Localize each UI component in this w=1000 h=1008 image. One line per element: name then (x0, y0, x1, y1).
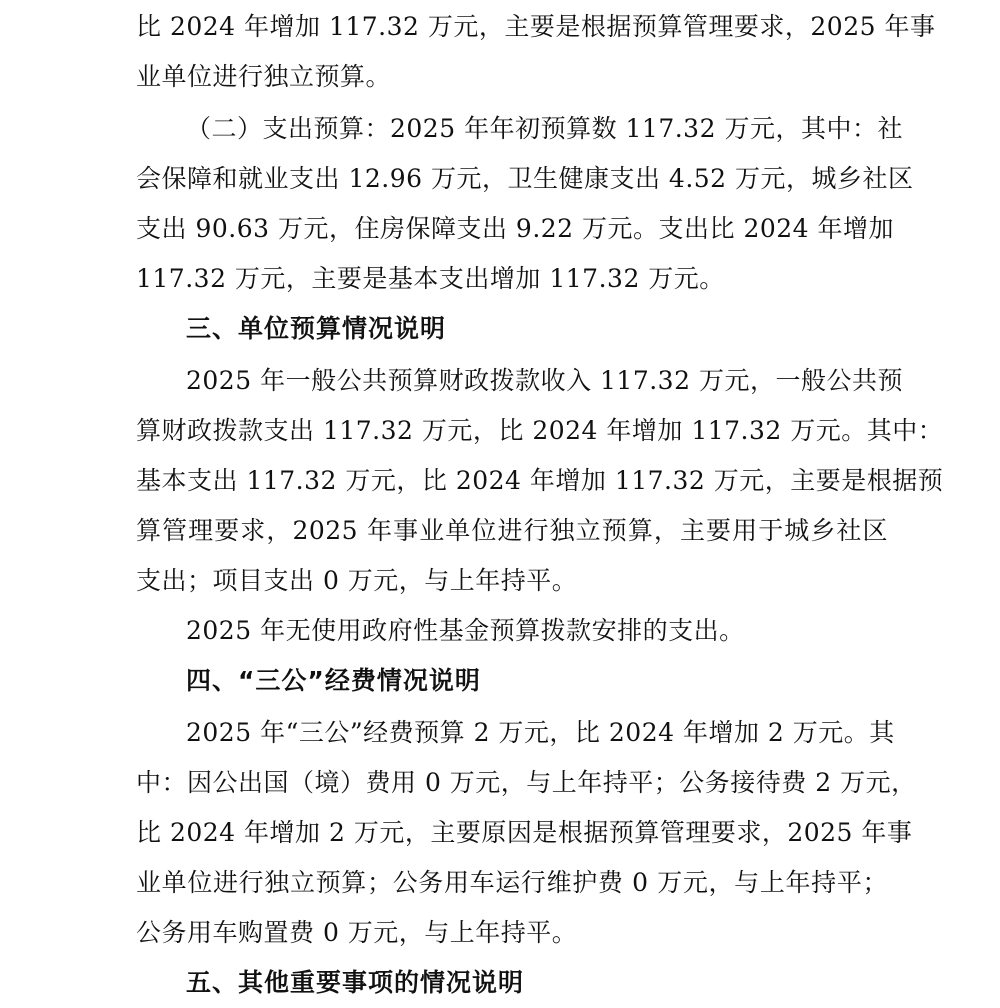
paragraph-line: 业单位进行独立预算；公务用车运行维护费 0 万元，与上年持平； (136, 868, 888, 897)
section-heading: 五、其他重要事项的情况说明 (186, 968, 525, 997)
paragraph-line: 业单位进行独立预算。 (136, 62, 392, 91)
paragraph-line: 比 2024 年增加 2 万元，主要原因是根据预算管理要求，2025 年事 (136, 818, 913, 847)
section-heading: 四、“三公”经费情况说明 (186, 666, 481, 695)
paragraph-line: 2025 年“三公”经费预算 2 万元，比 2024 年增加 2 万元。其 (186, 718, 895, 747)
paragraph-line: 比 2024 年增加 117.32 万元，主要是根据预算管理要求，2025 年事 (136, 12, 936, 41)
paragraph-line: 基本支出 117.32 万元，比 2024 年增加 117.32 万元，主要是根据预 (136, 466, 944, 495)
paragraph-line: 2025 年一般公共预算财政拨款收入 117.32 万元，一般公共预 (186, 366, 903, 395)
paragraph-line: （二）支出预算：2025 年年初预算数 117.32 万元，其中：社 (186, 114, 903, 143)
paragraph-line: 算管理要求，2025 年事业单位进行独立预算，主要用于城乡社区 (136, 516, 888, 545)
paragraph-line: 会保障和就业支出 12.96 万元，卫生健康支出 4.52 万元，城乡社区 (136, 164, 914, 193)
paragraph-line: 支出；项目支出 0 万元，与上年持平。 (136, 566, 578, 595)
paragraph-line: 公务用车购置费 0 万元，与上年持平。 (136, 918, 578, 947)
paragraph-line: 中：因公出国（境）费用 0 万元，与上年持平；公务接待费 2 万元， (136, 768, 917, 797)
section-heading: 三、单位预算情况说明 (186, 314, 447, 343)
paragraph-line: 117.32 万元，主要是基本支出增加 117.32 万元。 (136, 264, 725, 293)
paragraph-line: 支出 90.63 万元，住房保障支出 9.22 万元。支出比 2024 年增加 (136, 214, 895, 243)
paragraph-line: 算财政拨款支出 117.32 万元，比 2024 年增加 117.32 万元。其中： (136, 416, 944, 445)
paragraph-line: 2025 年无使用政府性基金预算拨款安排的支出。 (186, 616, 745, 645)
